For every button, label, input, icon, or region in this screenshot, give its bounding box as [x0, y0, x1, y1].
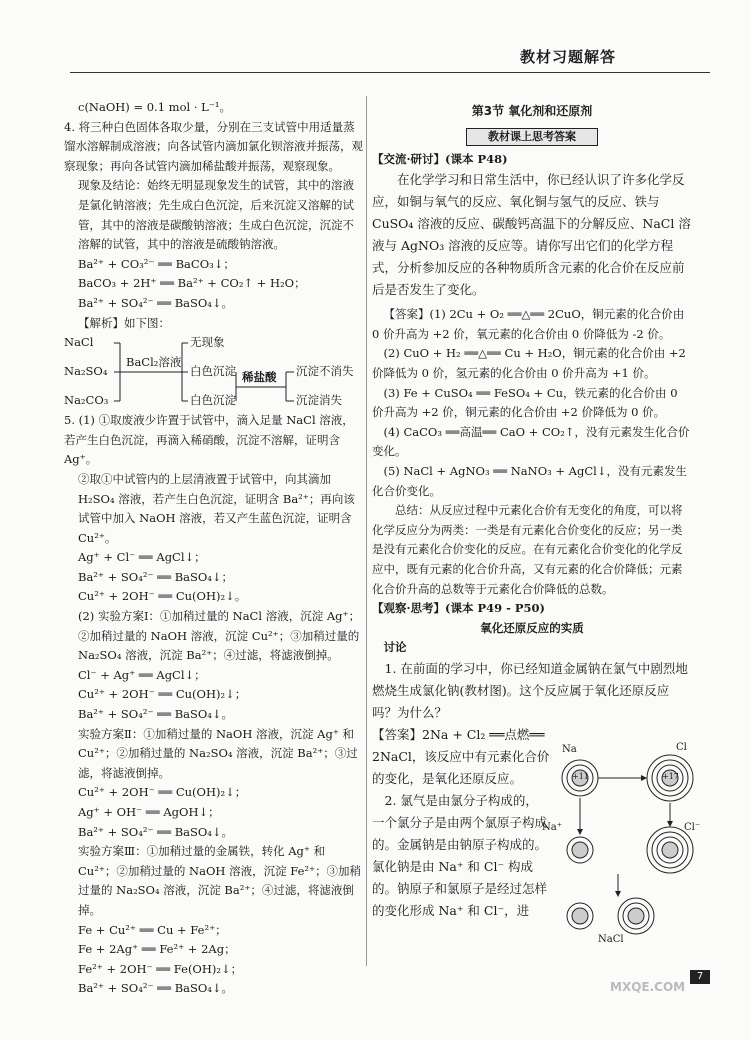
analysis-label: 【解析】如下图：	[78, 315, 170, 330]
cl-core-label: +17	[662, 772, 679, 781]
reagent-bacl2: BaCl₂溶液	[126, 355, 182, 370]
flow-result-none: 无现象	[190, 335, 225, 350]
flow-result-white-1: 白色沉淀	[190, 364, 236, 379]
page-number: 7	[690, 970, 710, 984]
equation: Ba²⁺ + SO₄²⁻ ══ BaSO₄↓。	[78, 707, 234, 722]
equation: Ba²⁺ + SO₄²⁻ ══ BaSO₄↓。	[78, 981, 234, 996]
equation: Ag⁺ + Cl⁻ ══ AgCl↓；	[78, 550, 206, 565]
flow-result-white-2: 白色沉淀	[190, 393, 236, 408]
question-2: 2. 氯气是由氯分子构成的，一个氯分子是由两个氯原子构成的。金属钠是由钠原子构成的。氯化钠是由 Na⁺ 和 Cl⁻ 构成的。钠原子和氯原子是经过怎样的变化形成 Na⁺ 和 Cl⁻，进	[372, 792, 548, 918]
flow-item-na2co3: Na₂CO₃	[64, 393, 109, 408]
question-1: 1. 在前面的学习中，你已经知道金属钠在氯气中剧烈地燃烧生成氯化钠(教材图)。这个反应属于氧化还原反应吗？为什么？	[372, 660, 688, 720]
na-core-label: +11	[572, 772, 589, 781]
na-label: Na	[562, 744, 577, 755]
exchange-label: 【交流·研讨】(课本 P48)	[372, 151, 508, 166]
answer-box-label: 教材课上思考答案	[466, 128, 598, 146]
plan-3: 实验方案Ⅲ：①加稍过量的金属铁，转化 Ag⁺ 和 Cu²⁺；②加稍过量的 NaOH 溶液，沉淀 Fe²⁺；③加稍过量的 Na₂SO₄ 溶液，沉淀 Ba²⁺；④过滤，将滤液倒掉。	[78, 844, 362, 917]
equation: Cu²⁺ + 2OH⁻ ══ Cu(OH)₂↓；	[78, 687, 247, 702]
flow-item-na2so4: Na₂SO₄	[64, 364, 108, 379]
answer-1: 【答案】(1) 2Cu + O₂ ══△══ 2CuO，铜元素的化合价由 0 价升高为 +2 价，氧元素的化合价由 0 价降低为 -2 价。	[372, 307, 685, 341]
plan-1: (2) 实验方案Ⅰ：①加稍过量的 NaCl 溶液，沉淀 Ag⁺；②加稍过量的 NaOH 溶液，沉淀 Cu²⁺；③加稍过量的 Na₂SO₄ 溶液，沉淀 Ba²⁺；④过滤，将滤液倒掉。	[78, 609, 361, 663]
answer-2: (2) CuO + H₂ ══△══ Cu + H₂O，铜元素的化合价由 +2 价降低为 0 价，氢元素的化合价由 0 价升高为 +1 价。	[372, 346, 686, 380]
na-ion-label: Na⁺	[542, 822, 562, 833]
equation: Ba²⁺ + SO₄²⁻ ══ BaSO₄↓。	[78, 824, 234, 839]
phenomenon-text: 现象及结论：始终无明显现象发生的试管，其中的溶液是氯化钠溶液；先生成白色沉淀，后来沉淀又溶解的试管，其中的溶液是碳酸钠溶液；生成白色沉淀，沉淀不溶解的试管，其中的溶液是硫酸钠溶液。	[78, 178, 354, 252]
flow-final-dissolved: 沉淀消失	[296, 393, 342, 408]
equation: Ba²⁺ + SO₄²⁻ ══ BaSO₄↓。	[78, 295, 234, 310]
reagent-hcl: 稀盐酸	[242, 370, 277, 385]
equation: Ag⁺ + OH⁻ ══ AgOH↓；	[78, 805, 220, 819]
observe-title: 氧化还原反应的实质	[480, 620, 584, 635]
text-line: c(NaOH) = 0.1 mol · L⁻¹。	[78, 100, 231, 114]
equation: Ba²⁺ + CO₃²⁻ ══ BaCO₃↓；	[78, 256, 235, 271]
answer-5: (5) NaCl + AgNO₃ ══ NaNO₃ + AgCl↓，没有元素发生化合价变化。	[372, 463, 687, 498]
question-4: 4. 将三种白色固体各取少量，分别在三支试管中用适量蒸馏水溶解制成溶液；向各试管内滴加氯化钡溶液并振荡，观察现象；再向各试管内滴加稀盐酸并振荡，观察现象。	[64, 119, 363, 173]
left-column	[64, 98, 364, 999]
observe-label: 【观察·思考】(课本 P49 - P50)	[372, 601, 545, 616]
equation: Cu²⁺ + 2OH⁻ ══ Cu(OH)₂↓。	[78, 589, 247, 604]
answer-q1: 【答案】2Na + Cl₂ ══点燃══ 2NaCl，该反应中有元素化合价的变化，是氧化还原反应。	[372, 726, 550, 786]
equation: Fe + 2Ag⁺ ══ Fe²⁺ + 2Ag；	[78, 942, 236, 957]
answer-3: (3) Fe + CuSO₄ ══ FeSO₄ + Cu，铁元素的化合价由 0 价升高为 +2 价，铜元素的化合价由 +2 价降低为 0 价。	[372, 385, 678, 420]
discuss-label: 讨论	[383, 640, 407, 655]
equation: Cl⁻ + Ag⁺ ══ AgCl↓；	[78, 667, 206, 682]
nacl-label: NaCl	[598, 934, 624, 945]
exchange-text: 在化学学习和日常生活中，你已经认识了许多化学反应，如铜与氧气的反应、氧化铜与氢气的反应、铁与 CuSO₄ 溶液的反应、碳酸钙高温下的分解反应、NaCl 溶液与 AgNO₃ 溶液的反应等。请你写出它们的化学方程式，分析参加反应的各种物质所含元素的化合价在反应前后是否发生了变化。	[372, 172, 691, 298]
header-rule	[70, 72, 710, 73]
equation: Ba²⁺ + SO₄²⁻ ══ BaSO₄↓；	[78, 569, 234, 584]
answer-4: (4) CaCO₃ ══高温══ CaO + CO₂↑，没有元素发生化合价变化。	[372, 424, 690, 459]
equation: Fe²⁺ + 2OH⁻ ══ Fe(OH)₂↓；	[78, 961, 243, 976]
flowchart	[64, 335, 364, 409]
plan-2: 实验方案Ⅱ：①加稍过量的 NaOH 溶液，沉淀 Ag⁺ 和 Cu²⁺；②加稍过量的 Na₂SO₄ 溶液，沉淀 Ba²⁺；③过滤，将滤液倒掉。	[78, 726, 358, 780]
atom-diagram	[542, 742, 708, 952]
step-text: ②取①中试管内的上层清液置于试管中，向其滴加 H₂SO₄ 溶液，若产生白色沉淀，证明含 Ba²⁺；再向该试管中加入 NaOH 溶液，若又产生蓝色沉淀，证明含 Cu²⁺。	[78, 471, 355, 545]
cl-label: Cl	[676, 742, 687, 753]
equation: Fe + Cu²⁺ ══ Cu + Fe²⁺；	[78, 922, 227, 937]
flow-item-nacl: NaCl	[64, 335, 94, 350]
column-divider	[366, 96, 367, 966]
cl-ion-label: Cl⁻	[684, 822, 701, 833]
section-title: 第3节 氧化剂和还原剂	[471, 104, 593, 118]
summary: 总结：从反应过程中元素化合价有无变化的角度，可以将化学反应分为两类：一类是有元素化合价变化的反应；另一类是没有元素化合价变化的反应。在有元素化合价变化的化学反应中，既有元素的化合价升高，又有元素的化合价降低；元素化合价升高的总数等于元素化合价降低的总数。	[372, 503, 683, 596]
equation: BaCO₃ + 2H⁺ ══ Ba²⁺ + CO₂↑ + H₂O；	[78, 276, 306, 291]
question-5: 5. (1) ①取废液少许置于试管中，滴入足量 NaCl 溶液，若产生白色沉淀，再滴入稀硝酸，沉淀不溶解，证明含 Ag⁺。	[64, 413, 354, 467]
flow-final-insoluble: 沉淀不消失	[296, 364, 354, 379]
equation: Cu²⁺ + 2OH⁻ ══ Cu(OH)₂↓；	[78, 785, 247, 800]
page-header-title: 教材习题解答	[520, 48, 617, 66]
watermark: MXQE.COM	[610, 980, 686, 994]
